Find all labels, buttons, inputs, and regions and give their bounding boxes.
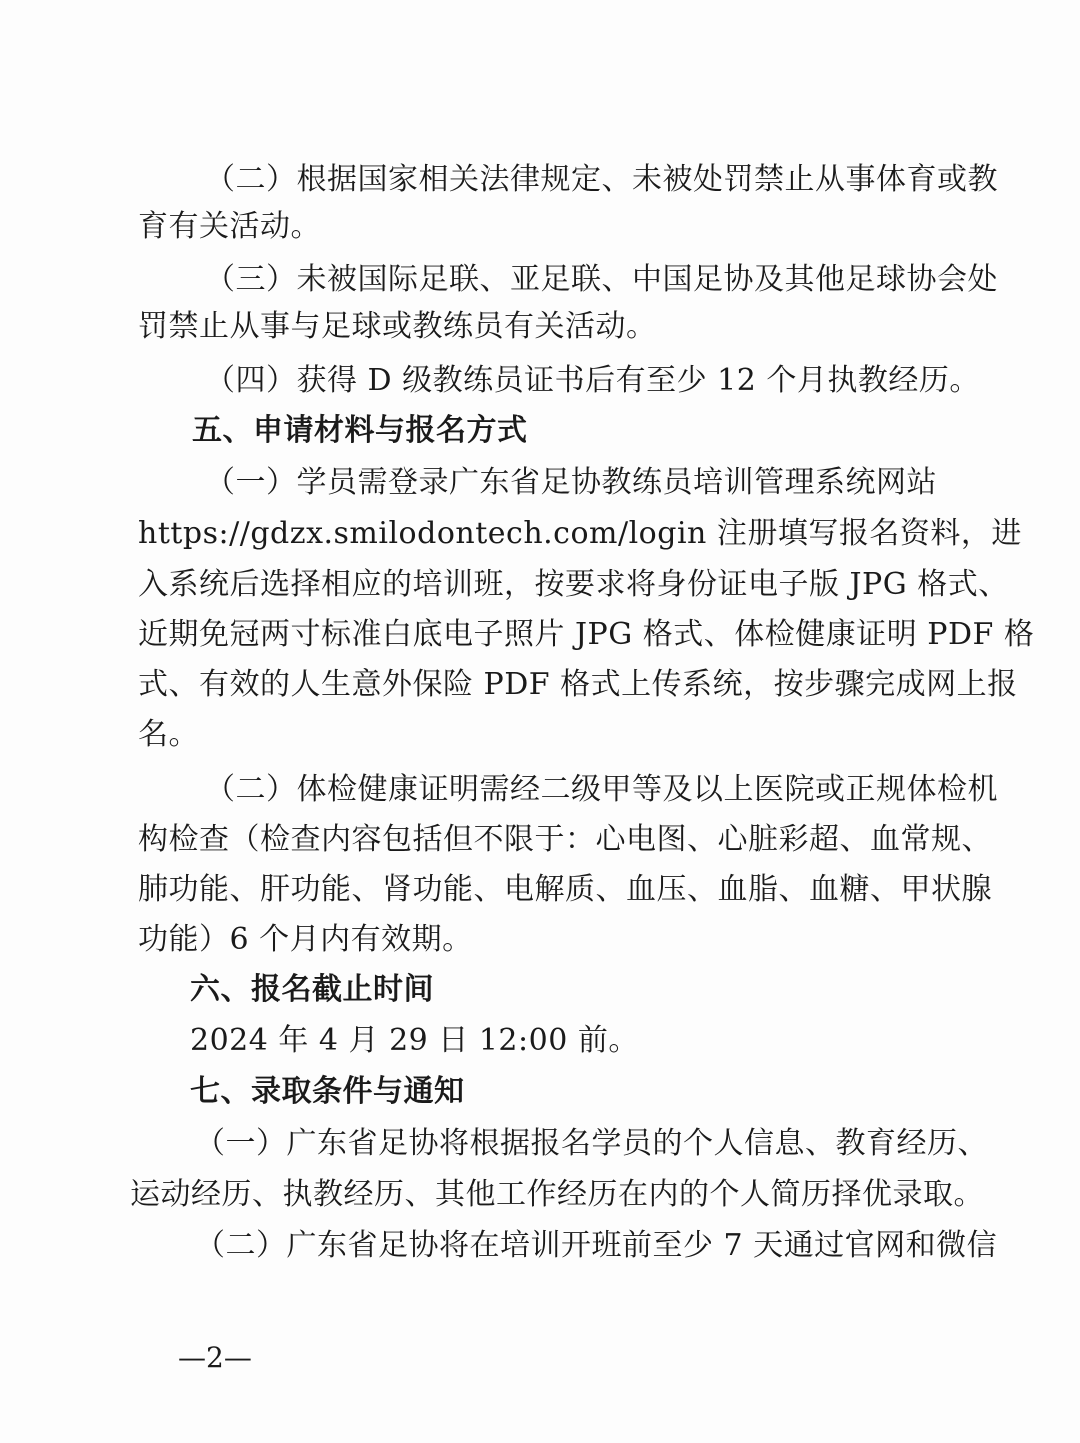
paragraph-line: 育有关活动。 [138,209,321,244]
paragraph-line: 构检查（检查内容包括但不限于：心电图、心脏彩超、血常规、 [138,822,992,857]
paragraph-line: 2024 年 4 月 29 日 12:00 前。 [190,1023,639,1058]
page-number: —2— [178,1341,252,1374]
paragraph-line: https://gdzx.smilodontech.com/login 注册填写报名资料，进 [138,516,1022,551]
paragraph-line: （三）未被国际足联、亚足联、中国足协及其他足球协会处 [205,262,998,297]
paragraph-line: 罚禁止从事与足球或教练员有关活动。 [138,309,657,344]
paragraph-line: （二）体检健康证明需经二级甲等及以上医院或正规体检机 [205,772,998,807]
paragraph-line: （一）学员需登录广东省足协教练员培训管理系统网站 [205,465,937,500]
paragraph-line: 肺功能、肝功能、肾功能、电解质、血压、血脂、血糖、甲状腺 [138,872,992,907]
section-heading: 六、报名截止时间 [190,972,434,1007]
paragraph-line: 式、有效的人生意外保险 PDF 格式上传系统，按步骤完成网上报 [138,667,1018,702]
paragraph-line: 运动经历、执教经历、其他工作经历在内的个人简历择优录取。 [130,1177,984,1212]
section-heading: 五、申请材料与报名方式 [192,413,528,448]
paragraph-line: 名。 [138,717,199,752]
paragraph-line: 入系统后选择相应的培训班，按要求将身份证电子版 JPG 格式、 [138,567,1009,602]
paragraph-line: （二）根据国家相关法律规定、未被处罚禁止从事体育或教 [205,162,998,197]
paragraph-line: （四）获得 D 级教练员证书后有至少 12 个月执教经历。 [205,363,980,398]
paragraph-line: （二）广东省足协将在培训开班前至少 7 天通过官网和微信 [195,1228,998,1263]
section-heading: 七、录取条件与通知 [190,1074,465,1109]
paragraph-line: 功能）6 个月内有效期。 [138,922,473,957]
paragraph-line: 近期免冠两寸标准白底电子照片 JPG 格式、体检健康证明 PDF 格 [138,617,1035,652]
paragraph-line: （一）广东省足协将根据报名学员的个人信息、教育经历、 [195,1126,988,1161]
